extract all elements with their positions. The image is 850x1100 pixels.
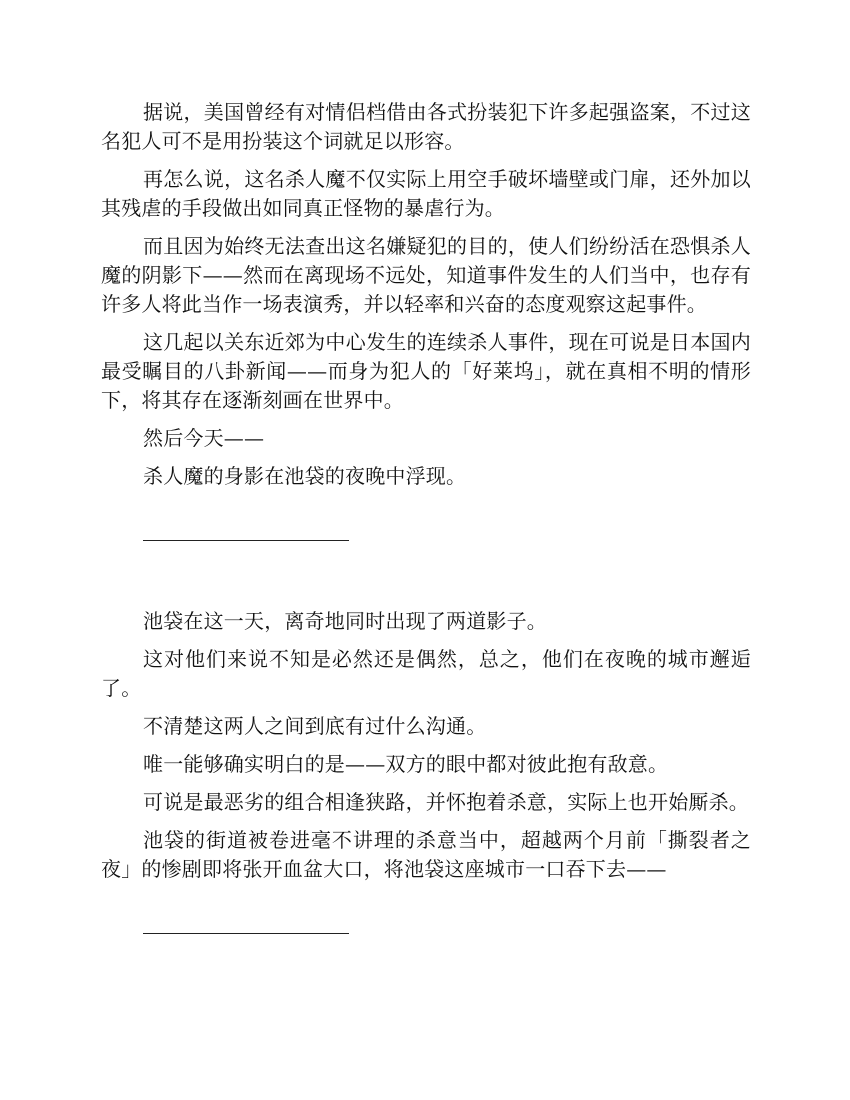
- paragraph: 然后今天——: [143, 426, 265, 450]
- paragraph: 可说是最恶劣的组合相逢狭路，并怀抱着杀意，实际上也开始厮杀。: [143, 790, 749, 814]
- section-divider: [101, 520, 751, 549]
- divider-rule: [143, 540, 349, 541]
- divider-rule: [143, 933, 349, 934]
- paragraph: 再怎么说，这名杀人魔不仅实际上用空手破坏墙壁或门扉，还外加以其残虐的手段做出如同真正怪物的暴虐行为。: [101, 167, 751, 220]
- paragraph: 不清楚这两人之间到底有过什么沟通。: [143, 714, 487, 738]
- paragraph: 杀人魔的身影在池袋的夜晚中浮现。: [143, 464, 467, 488]
- section-divider: [101, 913, 751, 942]
- paragraph: 池袋的街道被卷进毫不讲理的杀意当中，超越两个月前「撕裂者之夜」的惨剧即将张开血盆大口，将池袋这座城市一口吞下去——: [101, 828, 751, 881]
- document-page: [101, 98, 751, 942]
- paragraph: 这几起以关东近郊为中心发生的连续杀人事件，现在可说是日本国内最受瞩目的八卦新闻——而身为犯人的「好莱坞」，就在真相不明的情形下，将其存在逐渐刻画在世界中。: [101, 330, 751, 412]
- paragraph: 而且因为始终无法查出这名嫌疑犯的目的，使人们纷纷活在恐惧杀人魔的阴影下——然而在离现场不远处，知道事件发生的人们当中，也存有许多人将此当作一场表演秀，并以轻率和兴奋的态度观察这起事件。: [101, 234, 751, 316]
- section-gap: [101, 549, 751, 607]
- paragraph: 据说，美国曾经有对情侣档借由各式扮装犯下许多起强盗案，不过这名犯人可不是用扮装这个词就足以形容。: [101, 100, 751, 153]
- paragraph: 这对他们来说不知是必然还是偶然，总之，他们在夜晚的城市邂逅了。: [101, 647, 751, 700]
- paragraph: 唯一能够确实明白的是——双方的眼中都对彼此抱有敌意。: [143, 752, 669, 776]
- paragraph: 池袋在这一天，离奇地同时出现了两道影子。: [143, 609, 547, 633]
